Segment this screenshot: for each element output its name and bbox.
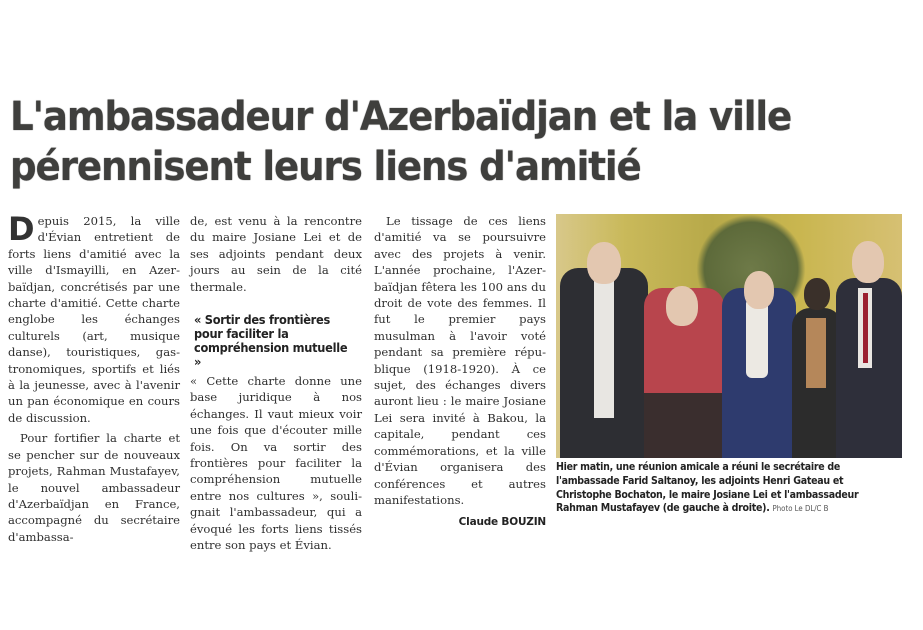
paragraph: Pour fortifier la charte et se pencher sur de nouveaux projets, Rahman Mustafayev, le nouvel ambassadeur d'Azerbaïdjan en France, accompagné du secrétaire d'ambassa- <box>8 431 180 544</box>
article-photo <box>556 214 902 458</box>
paragraph: Depuis 2015, la ville d'Évian entretient de forts liens d'amitié avec la ville d'Ismayilli, en Azerbaïdjan, concrétisés par une charte d'amitié. Cette charte englobe les échanges culturels (art, musique danse), touristiques, gastronomiques, sportifs et liés à la jeunesse, avec à l'avenir un pan économique en cours de discussion. <box>8 210 180 425</box>
person-3 <box>722 253 796 458</box>
photo-credit: Photo Le DL/C B <box>772 504 829 514</box>
person-2 <box>644 258 724 458</box>
headline-line-1: L'ambassadeur d'Azerbaïdjan et la ville <box>10 94 792 140</box>
article-column-2 <box>190 213 362 554</box>
article-column-1 <box>8 210 180 545</box>
headline <box>10 92 828 192</box>
headline-line-2: pérennisent leurs liens d'amitié <box>10 144 641 190</box>
drop-cap: D <box>8 210 35 248</box>
paragraph: Le tissage de ces liens d'amitié va se poursuivre avec des projets à venir. L'année prochaine, l'Azerbaïdjan fêtera les 100 ans du droit de vote des femmes. Il fut le premier pays musulman à l'avoir voté pendant sa première république (1918-1920). À ce sujet, des échanges divers auront lieu : le maire Josiane Lei sera invité à Bakou, la capitale, pendant ces commémorations, et la ville d'Évian organisera des conférences et autres manifestations. <box>374 214 546 507</box>
paragraph: « Cette charte donne une base juridique à nos échanges. Il vaut mieux voir une fois que d'écouter mille fois. On va sortir des frontières pour faciliter la compréhension mutuelle entre nos cultures », soulignait l'ambassadeur, qui a évoqué les forts liens tissés entre son pays et Évian. <box>190 374 362 553</box>
person-5 <box>836 233 902 458</box>
subheading: « Sortir des frontières pour faciliter la compréhension mutuelle » <box>194 312 348 370</box>
person-1 <box>560 228 648 458</box>
paragraph: de, est venu à la rencontre du maire Josiane Lei et de ses adjoints pendant deux jours au sein de la cité thermale. <box>190 214 362 294</box>
person-4 <box>792 268 842 458</box>
byline: Claude BOUZIN <box>458 516 546 529</box>
article-column-3 <box>374 213 546 531</box>
photo-caption: Hier matin, une réunion amicale a réuni le secrétaire de l'ambassade Farid Saltanoy, les adjoints Henri Gateau et Christophe Bochaton, le maire Josiane Lei et l'ambassadeur Rahman Mustafayev (de gauche à droite). Photo Le DL/C B <box>556 462 859 515</box>
